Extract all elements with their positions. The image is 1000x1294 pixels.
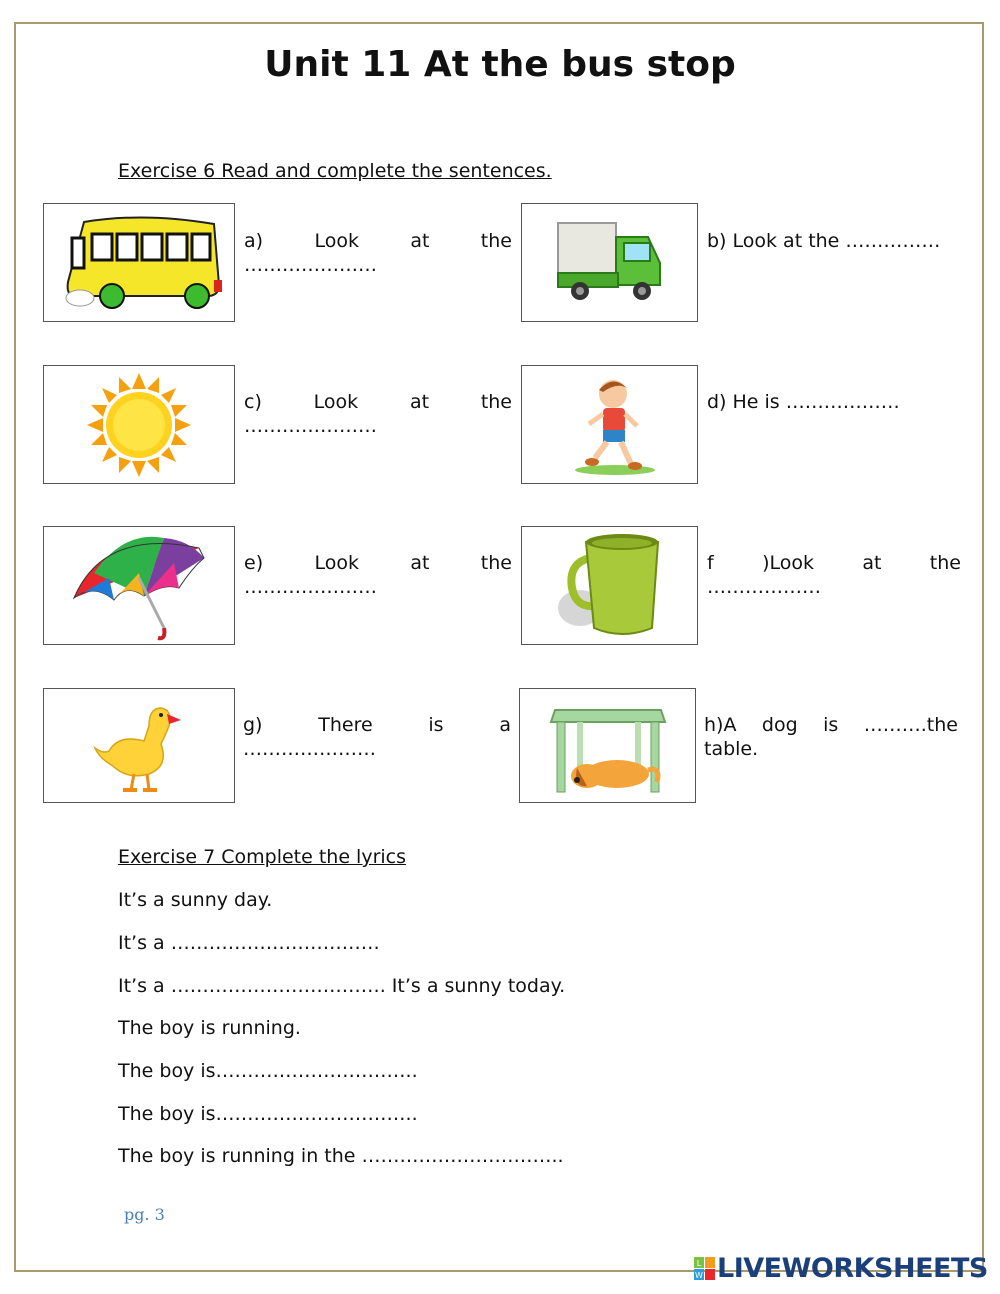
sentence-a: a) Look at the ………………… [244, 230, 512, 276]
answer-blank-h[interactable]: ……….the [863, 714, 958, 736]
truck-icon [550, 215, 670, 310]
dog-under-table-picture [519, 688, 696, 803]
duck-icon [89, 696, 189, 796]
exercise-7-heading: Exercise 7 Complete the lyrics [118, 846, 407, 868]
svg-text:L: L [696, 1258, 702, 1268]
page-title: Unit 11 At the bus stop [264, 44, 736, 85]
running-boy-icon [555, 370, 665, 480]
page-number: pg. 3 [124, 1205, 165, 1224]
lyric-line-blank[interactable]: The boy is………………………….. [118, 1060, 418, 1082]
liveworksheets-badge-icon [693, 1256, 717, 1282]
sentence-c: c) Look at the ………………… [244, 391, 512, 437]
lyric-line-blank[interactable]: The boy is running in the ………………………….. [118, 1145, 564, 1167]
running-boy-picture [521, 365, 698, 484]
sentence-h: h)A dog is ……….the table. [704, 714, 958, 760]
dog-under-table-icon [543, 696, 673, 796]
liveworksheets-logo[interactable] [693, 1253, 988, 1284]
lyric-line-blank[interactable]: It’s a ……………………………. It’s a sunny today. [118, 975, 566, 997]
exercise-6-heading: Exercise 6 Read and complete the sentences. [118, 160, 552, 182]
answer-blank-e[interactable]: ………………… [244, 576, 377, 598]
duck-picture [43, 688, 235, 803]
lyric-line: The boy is running. [118, 1017, 301, 1039]
umbrella-picture [43, 526, 235, 645]
sentence-e: e) Look at the ………………… [244, 552, 512, 598]
answer-blank-a[interactable]: ………………… [244, 254, 377, 276]
answer-blank-c[interactable]: ………………… [244, 415, 377, 437]
answer-blank-f[interactable]: ……………… [707, 576, 821, 598]
sun-icon [82, 370, 197, 480]
sentence-g: g) There is a ………………… [243, 714, 511, 760]
lyric-line-blank[interactable]: It’s a …………………………… [118, 932, 380, 954]
sun-picture [43, 365, 235, 484]
lyric-line: It’s a sunny day. [118, 889, 273, 911]
sentence-f: f )Look at the ……………… [707, 552, 961, 598]
sentence-b[interactable]: b) Look at the …………… [707, 230, 941, 252]
svg-text:W: W [695, 1270, 703, 1280]
bus-icon [54, 210, 224, 315]
cup-picture [521, 526, 698, 645]
cup-icon [550, 528, 670, 643]
answer-blank-g[interactable]: ………………… [243, 738, 376, 760]
brand-name: LIVEWORKSHEETS [717, 1253, 988, 1284]
truck-picture [521, 203, 698, 322]
bus-picture [43, 203, 235, 322]
lyric-line-blank[interactable]: The boy is………………………….. [118, 1103, 418, 1125]
sentence-d[interactable]: d) He is ……………… [707, 391, 900, 413]
umbrella-icon [64, 528, 214, 643]
